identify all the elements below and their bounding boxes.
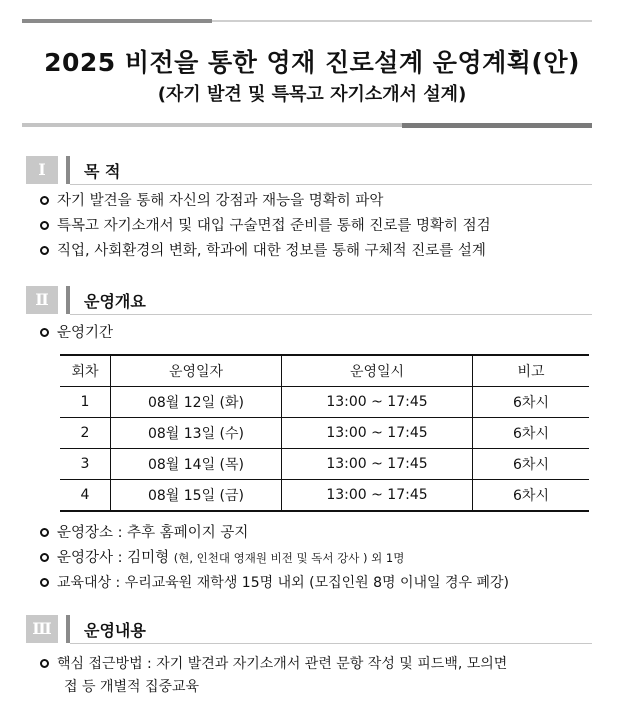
cell-date: 08월 12일 (화) [111,387,282,418]
table-row [60,449,589,480]
section-3-title: 운영내용 [84,621,146,640]
document-subtitle: (자기 발견 및 특목고 자기소개서 설계) [157,84,467,105]
section-3-header [26,615,592,643]
place-item: 운영장소 : 추후 홈페이지 공지 [40,523,248,543]
document-title: 2025 비전을 통한 영재 진로설계 운영계획(안) [44,48,580,77]
section-3-underline [70,643,592,644]
cell-note: 6차시 [473,387,590,418]
header-session: 회차 [60,355,111,387]
circle-bullet-icon [40,528,49,537]
cell-date: 08월 13일 (수) [111,418,282,449]
section-2-header [26,286,592,314]
cell-session: 2 [60,418,111,449]
table-row [60,480,589,512]
table-row [60,387,589,418]
cell-time: 13:00 ~ 17:45 [282,480,473,512]
purpose-item-2: 특목고 자기소개서 및 대입 구술면접 준비를 통해 진로를 명확히 점검 [40,216,491,236]
top-rule-accent [22,19,212,23]
circle-bullet-icon [40,221,49,230]
section-1-header [26,156,592,184]
content-item-line-1: 핵심 접근방법 : 자기 발견과 자기소개서 관련 문항 작성 및 피드백, 모의면 [40,654,507,674]
schedule-table [60,354,589,512]
period-label: 운영기간 [40,323,113,343]
cell-session: 1 [60,387,111,418]
lecturer-item [40,548,404,568]
cell-time: 13:00 ~ 17:45 [282,418,473,449]
lecturer-detail: (현, 인천대 영재원 비전 및 독서 강사 ) 외 1명 [173,551,405,565]
section-1-number: Ⅰ [26,156,58,184]
circle-bullet-icon [40,328,49,337]
purpose-item-1: 자기 발견을 통해 자신의 강점과 재능을 명확히 파악 [40,191,383,211]
header-note: 비고 [473,355,590,387]
table-row [60,418,589,449]
cell-session: 3 [60,449,111,480]
circle-bullet-icon [40,553,49,562]
cell-note: 6차시 [473,480,590,512]
cell-session: 4 [60,480,111,512]
section-3-number: Ⅲ [26,615,58,643]
cell-time: 13:00 ~ 17:45 [282,449,473,480]
cell-time: 13:00 ~ 17:45 [282,387,473,418]
section-2-bar [66,286,70,314]
circle-bullet-icon [40,196,49,205]
purpose-item-3: 직업, 사회환경의 변화, 학과에 대한 정보를 통해 구체적 진로를 설계 [40,241,486,261]
section-3-bar [66,615,70,643]
circle-bullet-icon [40,246,49,255]
section-1-title: 목 적 [84,162,121,181]
circle-bullet-icon [40,578,49,587]
content-item-line-2: 접 등 개별적 집중교육 [64,679,200,695]
cell-date: 08월 15일 (금) [111,480,282,512]
header-time: 운영일시 [282,355,473,387]
table-header-row [60,355,589,387]
circle-bullet-icon [40,659,49,668]
section-1-bar [66,156,70,184]
cell-note: 6차시 [473,449,590,480]
header-date: 운영일자 [111,355,282,387]
bottom-rule-accent [402,123,592,128]
lecturer-main: 운영강사 : 김미형 [57,550,170,566]
cell-date: 08월 14일 (목) [111,449,282,480]
section-1-underline [70,184,592,185]
cell-note: 6차시 [473,418,590,449]
target-item: 교육대상 : 우리교육원 재학생 15명 내외 (모집인원 8명 이내일 경우 폐강) [40,573,509,593]
section-2-number: Ⅱ [26,286,58,314]
section-2-title: 운영개요 [84,292,146,311]
section-2-underline [70,314,592,315]
